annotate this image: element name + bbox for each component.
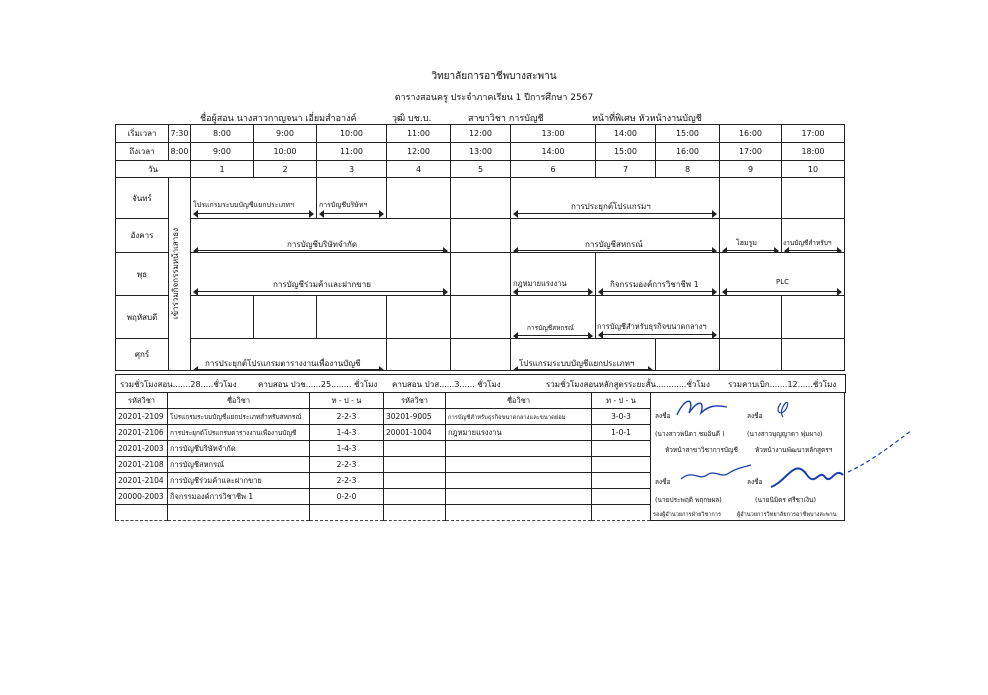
- span-arrow: [321, 213, 382, 214]
- subject-name: [168, 505, 310, 521]
- homeroom-label: เข้าร่วมกิจกรรมหน้าเสาธง: [171, 228, 180, 320]
- class-title: การบัญชีร่วมค้าและฝากขาย: [273, 280, 371, 289]
- class-title: งานบัญชีสำหรับฯ: [783, 238, 832, 247]
- day-label: จันทร์: [116, 178, 169, 219]
- day-row-monday: [116, 178, 845, 219]
- empty-slot: [451, 178, 511, 219]
- start-time-row: [116, 125, 845, 143]
- subjects-table: [115, 392, 845, 521]
- class-block: [511, 178, 720, 219]
- subject-name: โปรแกรมระบบบัญชีแยกประเภทสำหรับสหกรณ์: [168, 409, 310, 425]
- header-tpn: ท - ป - น: [592, 393, 651, 409]
- subject-name: การบัญชีร่วมค้าและฝากขาย: [168, 473, 310, 489]
- time-cell: 14:00: [596, 125, 656, 143]
- period-cell: 2: [254, 161, 317, 178]
- subject-tpn: 1-0-1: [592, 425, 651, 441]
- signer-name: (นายนิมิตร ศรีชาเงิน): [755, 496, 816, 504]
- span-arrow: [515, 291, 591, 292]
- time-cell: 14:00: [511, 143, 596, 161]
- span-arrow: [195, 291, 446, 292]
- empty-slot: [782, 296, 845, 339]
- empty-cell: [592, 505, 651, 521]
- timetable: [115, 124, 845, 371]
- class-block: [782, 219, 845, 253]
- empty-slot: [720, 339, 782, 371]
- sign-label: ลงชื่อ: [655, 478, 671, 486]
- time-cell: 15:00: [596, 143, 656, 161]
- empty-cell: [592, 473, 651, 489]
- time-cell: 11:00: [387, 125, 451, 143]
- empty-cell: [592, 457, 651, 473]
- period-cell: 9: [720, 161, 782, 178]
- summary-pvs: คาบสอน ปวส......3...... ชั่วโมง: [392, 380, 501, 389]
- time-cell: 9:00: [254, 125, 317, 143]
- class-title: โปรแกรมระบบบัญชีแยกประเภทฯ: [519, 358, 635, 368]
- empty-cell: [384, 441, 446, 457]
- header-tpn: ท - ป - น: [310, 393, 384, 409]
- day-row-tuesday: [116, 219, 845, 253]
- header-name: ชื่อวิชา: [446, 393, 592, 409]
- span-arrow: [786, 250, 840, 251]
- class-block: [511, 253, 596, 296]
- signer-name: (นายประพฤติ พฤกษผล): [655, 496, 722, 504]
- class-title: การบัญชีสหกรณ์: [527, 324, 574, 332]
- signature-scribble-2: [769, 393, 799, 421]
- subject-name: กิจกรรมองค์การวิชาชีพ 1: [168, 489, 310, 505]
- signature-flourish: [846, 428, 916, 474]
- homeroom-cell: [169, 178, 191, 371]
- time-cell: 8:00: [191, 125, 254, 143]
- class-title: PLC: [776, 278, 790, 286]
- span-arrow: [600, 334, 715, 335]
- empty-slot: [387, 339, 451, 371]
- subject-name: การประยุกต์โปรแกรมตารางงานเพื่องานบัญชี: [168, 425, 310, 441]
- time-cell: 18:00: [782, 143, 845, 161]
- subject-tpn: 2-2-3: [310, 473, 384, 489]
- teacher-degree: วุฒิ บช.บ.: [392, 114, 432, 124]
- class-title: กฎหมายแรงงาน: [513, 279, 567, 288]
- span-arrow: [195, 369, 382, 370]
- period-cell: 1: [191, 161, 254, 178]
- subject-tpn: 2-2-3: [310, 409, 384, 425]
- time-cell: 10:00: [317, 125, 387, 143]
- subject-code: 20001-1004: [384, 425, 446, 441]
- time-cell: 7:30: [169, 125, 191, 143]
- end-time-row: [116, 143, 845, 161]
- class-title: กิจกรรมองค์การวิชาชีพ 1: [610, 280, 699, 289]
- empty-slot: [317, 296, 387, 339]
- day-row-wednesday: [116, 253, 845, 296]
- subject-code: 20000-2003: [116, 489, 168, 505]
- empty-slot: [720, 296, 782, 339]
- empty-cell: [384, 473, 446, 489]
- teacher-name: ชื่อผู้สอน นางสาวกาญจนา เอี่ยมสำอางค์: [200, 114, 357, 124]
- signer-role: รองผู้อำนวยการฝ่ายวิชาการ: [653, 512, 721, 518]
- period-cell: 3: [317, 161, 387, 178]
- empty-cell: [384, 489, 446, 505]
- signer-role: ผู้อำนวยการวิทยาลัยการอาชีพบางสะพาน: [737, 512, 837, 518]
- empty-cell: [446, 505, 592, 521]
- summary-total: รวมชั่วโมงสอน.......28.....ชั่วโมง: [120, 380, 237, 389]
- subject-tpn: 0-2-0: [310, 489, 384, 505]
- span-arrow: [515, 250, 715, 251]
- subject-name: การบัญชีสำหรับธุรกิจขนาดกลางและขนาดย่อม: [446, 409, 592, 425]
- class-block: [720, 219, 782, 253]
- day-label: พุธ: [116, 253, 169, 296]
- college-name: วิทยาลัยการอาชีพบางสะพาน: [431, 71, 557, 82]
- class-title: โปรแกรมระบบบัญชีแยกประเภทฯ: [193, 201, 295, 209]
- hours-summary: [115, 374, 846, 393]
- time-cell: 16:00: [720, 125, 782, 143]
- subject-name: กฎหมายแรงงาน: [446, 425, 592, 441]
- teacher-duty: หน้าที่พิเศษ หัวหน้างานบัญชี: [592, 114, 702, 124]
- span-arrow: [724, 291, 840, 292]
- class-block: [191, 253, 451, 296]
- span-arrow: [195, 213, 312, 214]
- class-block: [511, 296, 596, 339]
- sign-label: ลงชื่อ: [747, 412, 763, 420]
- signature-scribble-1: [671, 395, 731, 421]
- period-label: วัน: [116, 161, 191, 178]
- sign-label: ลงชื่อ: [655, 412, 671, 420]
- class-title: การบัญชีสหกรณ์: [585, 239, 643, 249]
- summary-short: รวมชั่วโมงสอนหลักสูตรระยะสั้น............ชั่วโมง: [546, 380, 710, 389]
- class-title: การบัญชีสำหรับธุรกิจขนาดกลางฯ: [597, 322, 707, 331]
- period-cell: 8: [656, 161, 720, 178]
- subject-tpn: 2-2-3: [310, 457, 384, 473]
- class-title: การประยุกต์โปรแกรมตารางงานเพื่องานบัญชี: [205, 358, 361, 368]
- empty-slot: [782, 178, 845, 219]
- subject-tpn: 3-0-3: [592, 409, 651, 425]
- empty-cell: [446, 489, 592, 505]
- signature-scribble-3: [677, 461, 753, 489]
- time-cell: 9:00: [191, 143, 254, 161]
- signature-scribble-4: [767, 447, 845, 497]
- empty-cell: [446, 441, 592, 457]
- period-cell: 6: [511, 161, 596, 178]
- empty-slot: [387, 178, 451, 219]
- span-arrow: [195, 250, 446, 251]
- class-block: [511, 219, 720, 253]
- span-arrow: [515, 369, 651, 370]
- class-block: [317, 178, 387, 219]
- day-label: พฤหัสบดี: [116, 296, 169, 339]
- sign-label: ลงชื่อ: [747, 478, 763, 486]
- class-block: [191, 178, 317, 219]
- class-block: [720, 253, 845, 296]
- signer-role: หัวหน้างานพัฒนาหลักสูตรฯ: [755, 446, 833, 454]
- subject-code: 20201-2104: [116, 473, 168, 489]
- span-arrow: [724, 250, 777, 251]
- header-code: รหัสวิชา: [116, 393, 168, 409]
- time-cell: 15:00: [656, 125, 720, 143]
- header-code: รหัสวิชา: [384, 393, 446, 409]
- subject-code: 20201-2106: [116, 425, 168, 441]
- class-block: [511, 339, 656, 371]
- class-title: โฮมรูม: [736, 238, 758, 247]
- time-cell: 12:00: [387, 143, 451, 161]
- time-cell: 13:00: [511, 125, 596, 143]
- subject-name: การบัญชีสหกรณ์: [168, 457, 310, 473]
- empty-cell: [592, 489, 651, 505]
- subjects-header: [116, 393, 845, 409]
- time-cell: 13:00: [451, 143, 511, 161]
- signer-role: หัวหน้าสาขาวิชาการบัญชี: [665, 446, 738, 454]
- class-block: [191, 219, 451, 253]
- class-block: [596, 296, 720, 339]
- subject-code: [116, 505, 168, 521]
- empty-slot: [451, 219, 511, 253]
- time-cell: 11:00: [317, 143, 387, 161]
- time-cell: 16:00: [656, 143, 720, 161]
- subject-code: 20201-2003: [116, 441, 168, 457]
- empty-slot: [191, 296, 254, 339]
- subject-name: การบัญชีบริษัทจำกัด: [168, 441, 310, 457]
- start-label: เริ่มเวลา: [116, 125, 169, 143]
- signer-name: (นางสาวพนิดา ชมอินดี ): [655, 430, 725, 438]
- empty-slot: [451, 296, 511, 339]
- empty-cell: [592, 441, 651, 457]
- day-row-friday: [116, 339, 845, 371]
- period-cell: 5: [451, 161, 511, 178]
- class-title: การบัญชีบริษัทจำกัด: [287, 239, 358, 249]
- empty-slot: [451, 253, 511, 296]
- schedule-title: ตารางสอนครู ประจำภาคเรียน 1 ปีการศึกษา 2567: [394, 93, 594, 103]
- empty-cell: [446, 457, 592, 473]
- day-row-thursday: [116, 296, 845, 339]
- period-cell: 10: [782, 161, 845, 178]
- signer-name: (นางสาวบุญญาดา พุ่มผาง): [747, 430, 823, 438]
- subject-code: 20201-2108: [116, 457, 168, 473]
- signature-area: [651, 393, 845, 521]
- time-cell: 12:00: [451, 125, 511, 143]
- span-arrow: [600, 291, 715, 292]
- empty-slot: [782, 339, 845, 371]
- time-cell: 17:00: [720, 143, 782, 161]
- period-row: [116, 161, 845, 178]
- day-label: อังคาร: [116, 219, 169, 253]
- class-block: [596, 253, 720, 296]
- span-arrow: [515, 213, 715, 214]
- empty-slot: [254, 296, 317, 339]
- time-cell: 8:00: [169, 143, 191, 161]
- subject-tpn: 1-4-3: [310, 441, 384, 457]
- period-cell: 7: [596, 161, 656, 178]
- subject-code: 30201-9005: [384, 409, 446, 425]
- empty-cell: [384, 505, 446, 521]
- period-cell: 4: [387, 161, 451, 178]
- empty-slot: [387, 296, 451, 339]
- empty-slot: [720, 178, 782, 219]
- class-block: [191, 339, 387, 371]
- subject-tpn: 1-4-3: [310, 425, 384, 441]
- empty-slot: [451, 339, 511, 371]
- span-arrow: [515, 335, 591, 336]
- class-title: การบัญชีบริษัทฯ: [319, 201, 368, 209]
- empty-cell: [384, 457, 446, 473]
- subject-tpn: [310, 505, 384, 521]
- summary-claim: รวมคาบเบิก.......12......ชั่วโมง: [728, 380, 837, 389]
- empty-cell: [446, 473, 592, 489]
- end-label: ถึงเวลา: [116, 143, 169, 161]
- header-name: ชื่อวิชา: [168, 393, 310, 409]
- summary-pvc: คาบสอน ปวช......25........ ชั่วโมง: [258, 380, 378, 389]
- time-cell: 17:00: [782, 125, 845, 143]
- subject-code: 20201-2109: [116, 409, 168, 425]
- teacher-department: สาขาวิชา การบัญชี: [468, 114, 544, 124]
- class-title: การประยุกต์โปรแกรมฯ: [571, 202, 651, 211]
- day-label: ศุกร์: [116, 339, 169, 371]
- empty-slot: [656, 339, 720, 371]
- time-cell: 10:00: [254, 143, 317, 161]
